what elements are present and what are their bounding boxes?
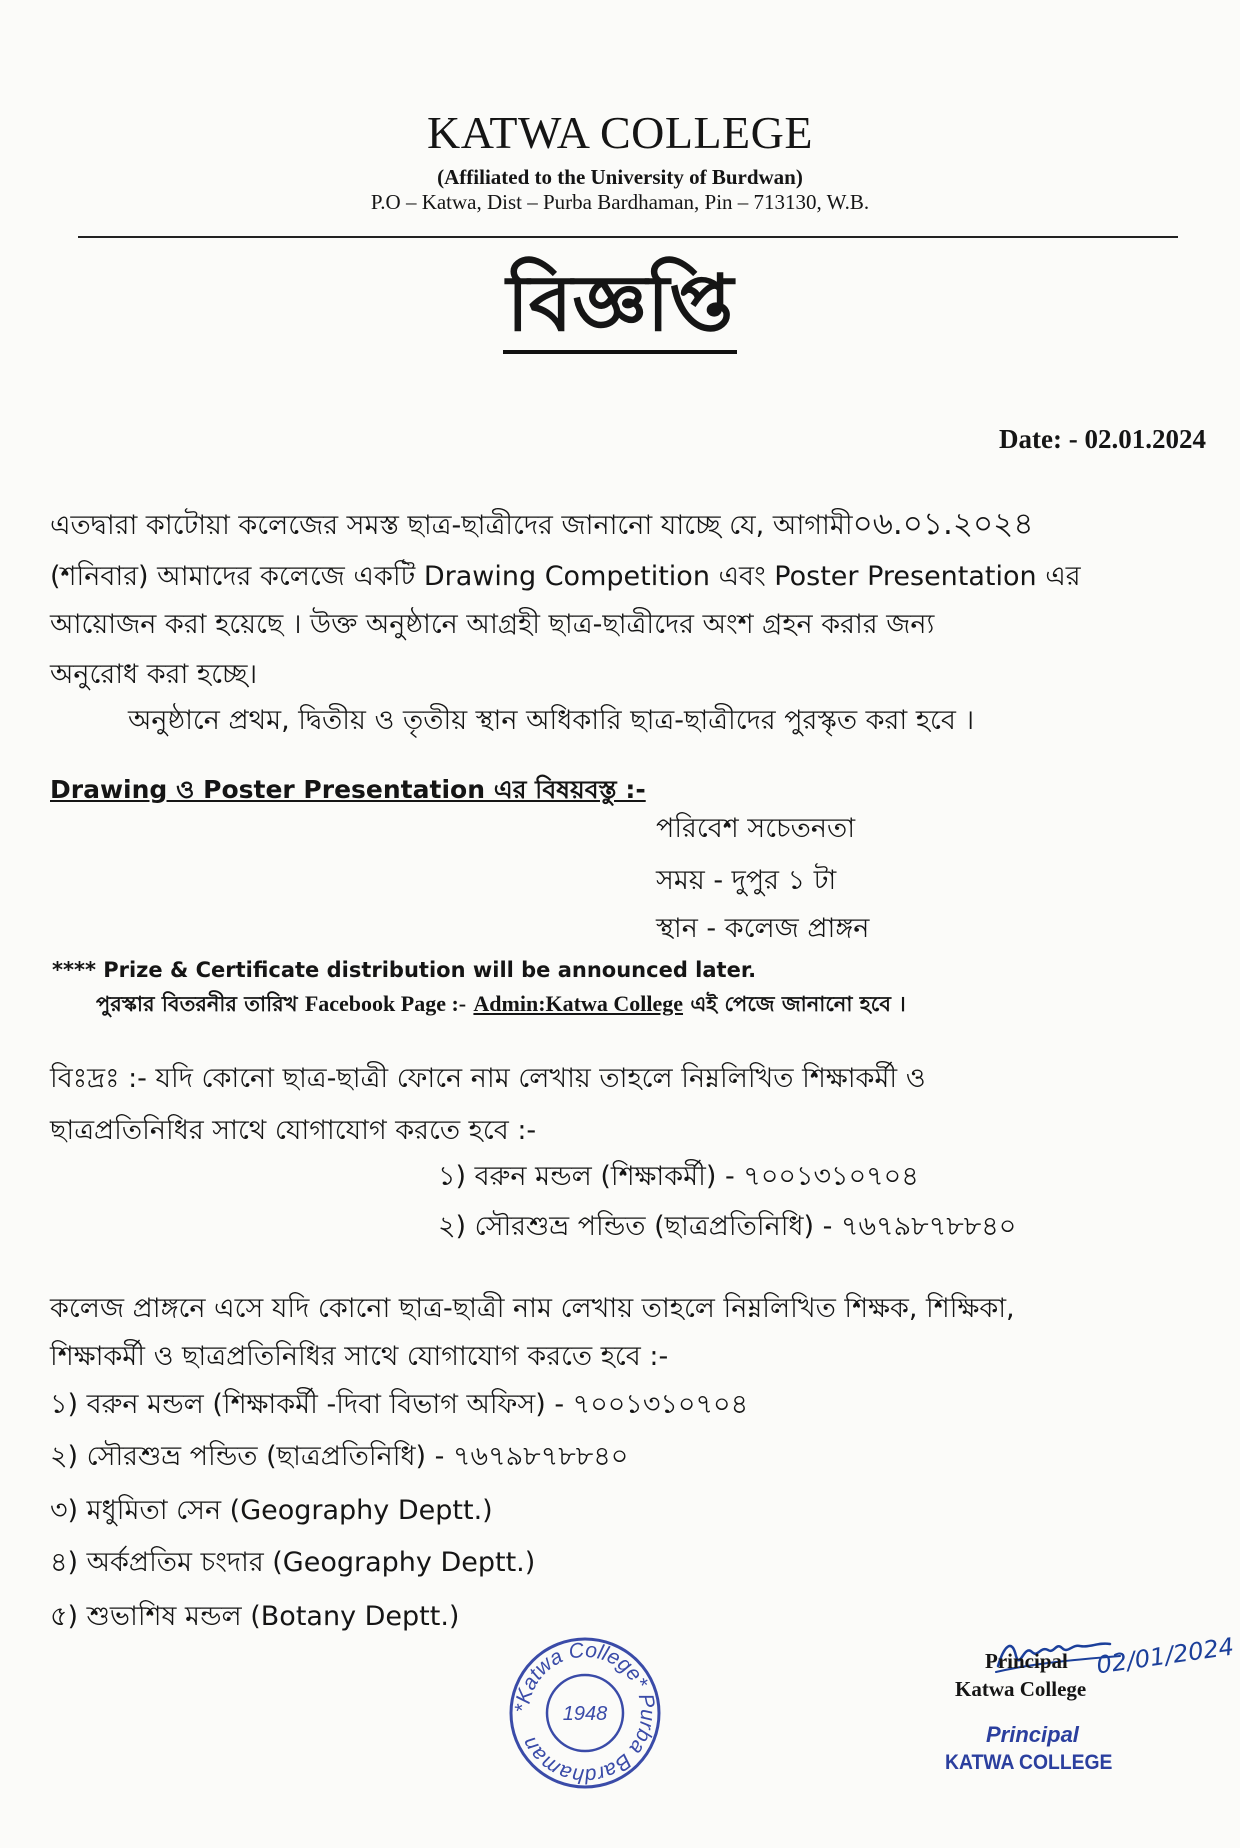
prize-line (96, 988, 906, 1023)
campus-contact-1: ১) বরুন মন্ডল (শিক্ষাকর্মী -দিবা বিভাগ অফিস) - ৭০০১৩১০৭০৪ (50, 1389, 749, 1420)
seal-outer-text: *Katwa College* Purba Bardhaman (510, 1638, 660, 1788)
address-line: P.O – Katwa, Dist – Purba Bardhaman, Pin – 713130, W.B. (370, 190, 870, 214)
stamp-college: KATWA COLLEGE (945, 1751, 1113, 1774)
phone-line1: বিঃদ্রঃ :- যদি কোনো ছাত্র-ছাত্রী ফোনে নাম লেখায় তাহলে নিম্নলিখিত শিক্ষাকর্মী ও (50, 1063, 926, 1094)
notice-title: বিজ্ঞপ্তি (503, 262, 738, 354)
principal-college: Katwa College (955, 1677, 1087, 1701)
college-name: KATWA COLLEGE (427, 107, 813, 158)
affiliation-line: (Affiliated to the University of Burdwan) (437, 165, 803, 189)
para2: অনুষ্ঠানে প্রথম, দ্বিতীয় ও তৃতীয় স্থান অধিকারি ছাত্র-ছাত্রীদের পুরস্কৃত করা হবে । (128, 705, 975, 736)
para1-line1-text: এতদ্বারা কাটোয়া কলেজের সমস্ত ছাত্র-ছাত্রীদের জানানো যাচ্ছে যে, আগামী (50, 510, 853, 541)
facebook-label: Facebook Page :- (304, 991, 467, 1016)
header-divider (78, 236, 1178, 238)
notice-heading (0, 259, 1240, 354)
prize-note: **** Prize & Certificate distribution will be announced later. (52, 958, 757, 982)
campus-contact-3: ৩) মধুমিতা সেন (Geography Deptt.) (50, 1495, 493, 1526)
para1-line1 (50, 500, 1033, 552)
principal-title: Principal (985, 1649, 1068, 1673)
event-date: ০৬.০১.২০২৪ (852, 506, 1034, 542)
para1-line2: (শনিবার) আমাদের কলেজে একটি Drawing Competition এবং Poster Presentation এর (50, 561, 1081, 592)
campus-contact-5: ৫) শুভাশিষ মন্ডল (Botany Deptt.) (50, 1601, 460, 1632)
venue-text: স্থান - কলেজ প্রাঙ্গন (656, 913, 870, 944)
phone-contact-1: ১) বরুন মন্ডল (শিক্ষাকর্মী) - ৭০০১৩১০৭০৪ (438, 1161, 919, 1192)
prize-line-suffix: এই পেজে জানানো হবে । (690, 992, 906, 1016)
campus-contact-4: ৪) অর্কপ্রতিম চংদার (Geography Deptt.) (50, 1547, 536, 1578)
topic-text: পরিবেশ সচেতনতা (656, 813, 856, 844)
para1-line3: আয়োজন করা হয়েছে । উক্ত অনুষ্ঠানে আগ্রহী ছাত্র-ছাত্রীদের অংশ গ্রহন করার জন্য (50, 609, 935, 640)
prize-line-prefix: পুরস্কার বিতরনীর তারিখ (96, 992, 298, 1016)
phone-contact-2: ২) সৌরশুভ্র পন্ডিত (ছাত্রপ্রতিনিধি) - ৭৬৭৯৮৭৮৮৪০ (438, 1211, 1017, 1242)
time-text: সময় - দুপুর ১ টা (656, 865, 837, 896)
facebook-page-name: Admin:Katwa College (473, 991, 684, 1016)
college-seal-icon (508, 1636, 662, 1790)
stamp-principal: Principal (986, 1722, 1079, 1747)
campus-contact-2: ২) সৌরশুভ্র পন্ডিত (ছাত্রপ্রতিনিধি) - ৭৬৭৯৮৭৮৮৪০ (50, 1441, 629, 1472)
signature-date: 02/01/2024 (1094, 1632, 1236, 1680)
notice-date: Date: - 02.01.2024 (999, 424, 1206, 454)
campus-line1: কলেজ প্রাঙ্গনে এসে যদি কোনো ছাত্র-ছাত্রী নাম লেখায় তাহলে নিম্নলিখিত শিক্ষক, শিক্ষিকা, (50, 1293, 1015, 1324)
subject-heading: Drawing ও Poster Presentation এর বিষয়বস্তু :- (50, 775, 646, 804)
seal-year: 1948 (562, 1703, 608, 1725)
campus-line2: শিক্ষাকর্মী ও ছাত্রপ্রতিনিধির সাথে যোগাযোগ করতে হবে :- (50, 1341, 669, 1372)
para1-line4: অনুরোধ করা হচ্ছে। (50, 659, 258, 690)
phone-line2: ছাত্রপ্রতিনিধির সাথে যোগাযোগ করতে হবে :- (50, 1115, 537, 1146)
